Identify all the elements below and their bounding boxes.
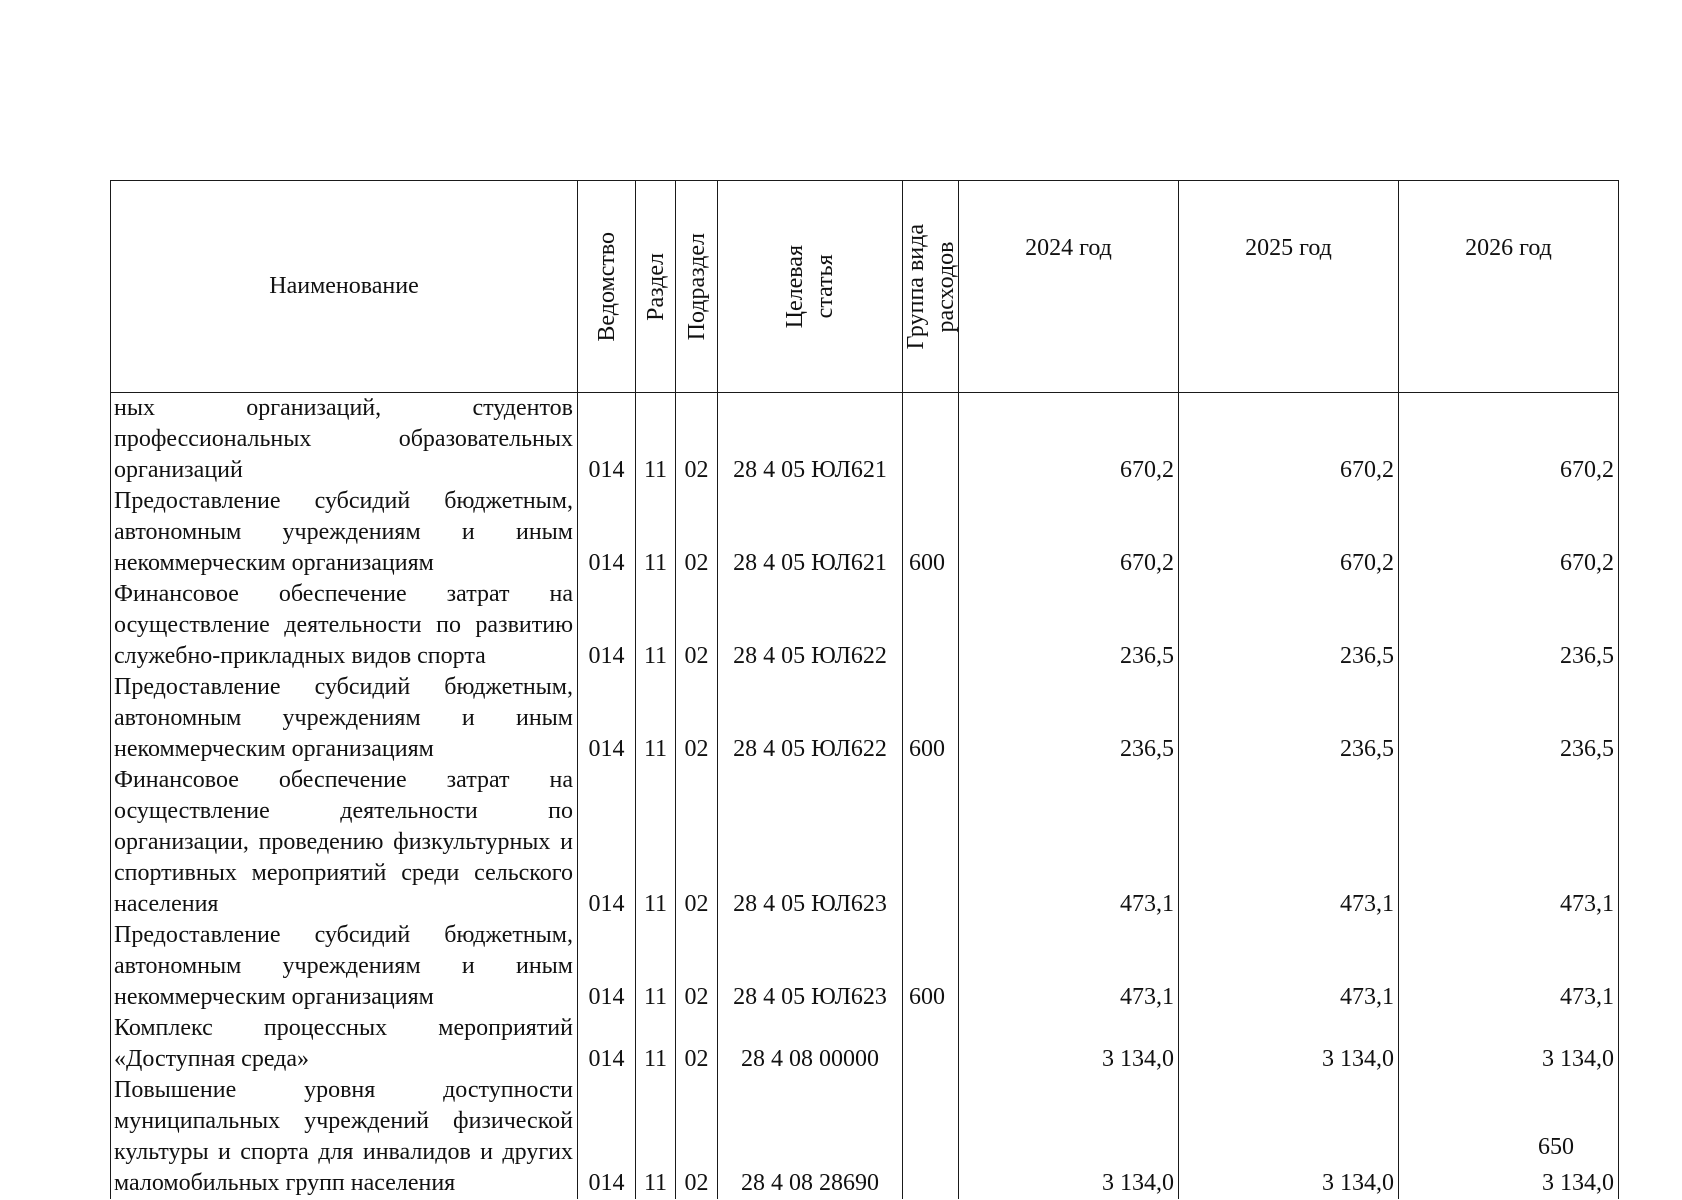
cell-name: Предоставление субсидий бюджетным, автономным учреждениям и иным некоммерческим организациям xyxy=(111,486,578,579)
cell-expense-group xyxy=(903,1075,959,1199)
table-body xyxy=(111,393,1619,1200)
cell-section: 11 xyxy=(636,672,676,765)
header-subsection: Подраздел xyxy=(676,181,718,393)
cell-dept: 014 xyxy=(578,920,636,1013)
cell-subsection: 02 xyxy=(676,1075,718,1199)
table-row xyxy=(111,579,1619,672)
cell-section: 11 xyxy=(636,579,676,672)
header-2025: 2025 год xyxy=(1179,181,1399,393)
cell-2025: 670,2 xyxy=(1179,486,1399,579)
cell-2024: 473,1 xyxy=(959,920,1179,1013)
cell-dept: 014 xyxy=(578,672,636,765)
cell-name: ных организаций, студентов профессиональных образовательных организаций xyxy=(111,393,578,487)
header-target: Целевая статья xyxy=(718,181,903,393)
table-row xyxy=(111,486,1619,579)
cell-dept: 014 xyxy=(578,579,636,672)
cell-target: 28 4 05 ЮЛ621 xyxy=(718,486,903,579)
cell-dept: 014 xyxy=(578,1075,636,1199)
header-row xyxy=(111,181,1619,393)
cell-subsection: 02 xyxy=(676,765,718,920)
cell-dept: 014 xyxy=(578,486,636,579)
table-row xyxy=(111,672,1619,765)
cell-2026: 473,1 xyxy=(1399,920,1619,1013)
cell-target: 28 4 05 ЮЛ621 xyxy=(718,393,903,487)
cell-2026: 3 134,0 xyxy=(1399,1075,1619,1199)
cell-2024: 670,2 xyxy=(959,486,1179,579)
cell-target: 28 4 05 ЮЛ622 xyxy=(718,672,903,765)
cell-expense-group xyxy=(903,765,959,920)
cell-2024: 3 134,0 xyxy=(959,1013,1179,1075)
cell-name: Повышение уровня доступности муниципальных учреждений физической культуры и спорта для инвалидов и других маломобильных групп населения xyxy=(111,1075,578,1199)
header-expense-group: Группа вида расходов xyxy=(903,181,959,393)
cell-2025: 3 134,0 xyxy=(1179,1013,1399,1075)
page-number: 650 xyxy=(1538,1134,1574,1160)
cell-name: Финансовое обеспечение затрат на осуществление деятельности по развитию служебно-прикладных видов спорта xyxy=(111,579,578,672)
cell-expense-group: 600 xyxy=(903,486,959,579)
cell-2024: 236,5 xyxy=(959,672,1179,765)
cell-section: 11 xyxy=(636,486,676,579)
cell-name: Финансовое обеспечение затрат на осуществление деятельности по организации, проведению физкультурных и спортивных мероприятий среди сельского населения xyxy=(111,765,578,920)
table-row xyxy=(111,1075,1619,1199)
cell-expense-group xyxy=(903,579,959,672)
header-dept: Ведомство xyxy=(578,181,636,393)
cell-section: 11 xyxy=(636,393,676,487)
cell-name: Предоставление субсидий бюджетным, автономным учреждениям и иным некоммерческим организациям xyxy=(111,672,578,765)
cell-name: Комплекс процессных мероприятий «Доступная среда» xyxy=(111,1013,578,1075)
cell-target: 28 4 05 ЮЛ622 xyxy=(718,579,903,672)
table-row xyxy=(111,393,1619,487)
cell-subsection: 02 xyxy=(676,920,718,1013)
cell-target: 28 4 08 28690 xyxy=(718,1075,903,1199)
cell-subsection: 02 xyxy=(676,1013,718,1075)
cell-target: 28 4 05 ЮЛ623 xyxy=(718,765,903,920)
cell-expense-group xyxy=(903,1013,959,1075)
cell-dept: 014 xyxy=(578,765,636,920)
cell-2026: 236,5 xyxy=(1399,672,1619,765)
cell-2026: 670,2 xyxy=(1399,486,1619,579)
cell-dept: 014 xyxy=(578,393,636,487)
cell-2025: 473,1 xyxy=(1179,765,1399,920)
cell-2025: 473,1 xyxy=(1179,920,1399,1013)
cell-2026: 236,5 xyxy=(1399,579,1619,672)
cell-subsection: 02 xyxy=(676,393,718,487)
header-2026: 2026 год xyxy=(1399,181,1619,393)
cell-2025: 236,5 xyxy=(1179,579,1399,672)
cell-2024: 473,1 xyxy=(959,765,1179,920)
cell-subsection: 02 xyxy=(676,672,718,765)
cell-2025: 3 134,0 xyxy=(1179,1075,1399,1199)
cell-subsection: 02 xyxy=(676,486,718,579)
cell-section: 11 xyxy=(636,1013,676,1075)
cell-expense-group: 600 xyxy=(903,672,959,765)
cell-2025: 670,2 xyxy=(1179,393,1399,487)
cell-section: 11 xyxy=(636,1075,676,1199)
cell-2024: 670,2 xyxy=(959,393,1179,487)
header-2024: 2024 год xyxy=(959,181,1179,393)
cell-2026: 3 134,0 xyxy=(1399,1013,1619,1075)
header-name: Наименование xyxy=(111,181,578,393)
cell-section: 11 xyxy=(636,920,676,1013)
cell-2024: 3 134,0 xyxy=(959,1075,1179,1199)
cell-2026: 670,2 xyxy=(1399,393,1619,487)
cell-target: 28 4 05 ЮЛ623 xyxy=(718,920,903,1013)
cell-2025: 236,5 xyxy=(1179,672,1399,765)
header-section: Раздел xyxy=(636,181,676,393)
table-row xyxy=(111,765,1619,920)
cell-2026: 473,1 xyxy=(1399,765,1619,920)
cell-dept: 014 xyxy=(578,1013,636,1075)
cell-expense-group xyxy=(903,393,959,487)
cell-subsection: 02 xyxy=(676,579,718,672)
table-row xyxy=(111,1013,1619,1075)
cell-2024: 236,5 xyxy=(959,579,1179,672)
cell-section: 11 xyxy=(636,765,676,920)
table-row xyxy=(111,920,1619,1013)
cell-expense-group: 600 xyxy=(903,920,959,1013)
cell-name: Предоставление субсидий бюджетным, автономным учреждениям и иным некоммерческим организациям xyxy=(111,920,578,1013)
budget-table xyxy=(110,180,1619,1199)
cell-target: 28 4 08 00000 xyxy=(718,1013,903,1075)
